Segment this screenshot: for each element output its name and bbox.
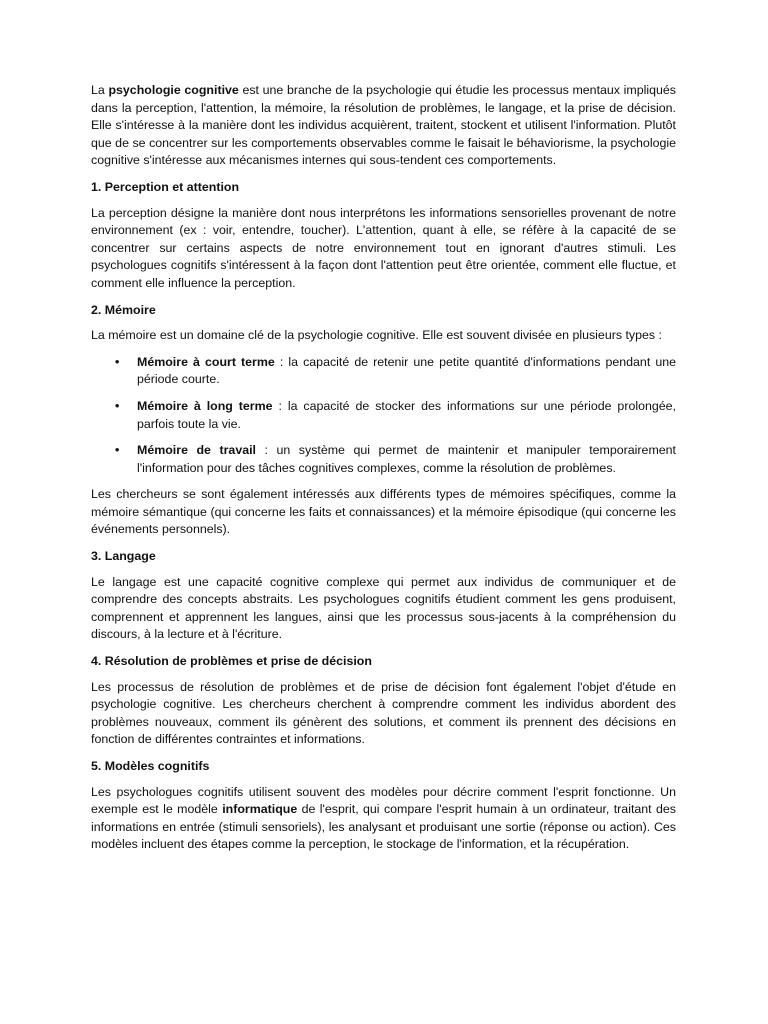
section-heading-langage: 3. Langage [91, 549, 156, 564]
section-body-langage: Le langage est une capacité cognitive complexe qui permet aux individus de communiquer et de comprendre des concepts abstraits. Les psychologues cognitifs étudient comment les gens produisent, comprennent et apprennent les langues, ainsi que les processus sous-jacents à la compréhension du discours, à la lecture et à l'écriture. [91, 574, 676, 642]
list-item-term: Mémoire à long terme [137, 398, 273, 413]
intro-paragraph: La psychologie cognitive est une branche de la psychologie qui étudie les processus mentaux impliqués dans la perception, l'attention, la mémoire, la résolution de problèmes, le langage, et la prise de décision. Elle s'intéresse à la manière dont les individus acquièrent, traitent, stockent et utilisent l'information. Plutôt que de se concentrer sur les comportements observables comme le faisait le béhaviorisme, la psychologie cognitive s'intéresse aux mécanismes internes qui sous-tendent ces comportements. [91, 83, 676, 168]
section-body-resolution: Les processus de résolution de problèmes et de prise de décision font également l'objet d'étude en psychologie cognitive. Les chercheurs cherchent à comprendre comment les individus abordent des problèmes nouveaux, comment ils génèrent des solutions, et comment ils prennent des décisions en fonction de différentes contraintes et informations. [91, 679, 676, 747]
bullet-icon: • [115, 354, 120, 369]
bullet-icon: • [115, 443, 120, 458]
memory-types-list [91, 354, 676, 478]
list-item-text: : la capacité de retenir une petite quantité d'informations pendant une période courte. [137, 354, 677, 387]
section-heading-modeles: 5. Modèles cognitifs [91, 759, 210, 773]
intro-bold-term: psychologie cognitive [108, 83, 239, 97]
list-item-text: : un système qui permet de maintenir et manipuler temporairement l'information pour des tâches cognitives complexes, comme la résolution de problèmes. [137, 443, 676, 475]
list-item-term: Mémoire de travail [137, 443, 256, 458]
section-outro-memoire: Les chercheurs se sont également intéressés aux différents types de mémoires spécifiques, comme la mémoire sémantique (qui concerne les faits et connaissances) et la mémoire épisodique (qui concerne les événements personnels). [91, 487, 676, 537]
list-item-text: : la capacité de stocker des informations sur une période prolongée, parfois toute la vie. [137, 398, 676, 431]
list-item [91, 442, 676, 477]
section-body-modeles: Les psychologues cognitifs utilisent souvent des modèles pour décrire comment l'esprit fonctionne. Un exemple est le modèle informatique de l'esprit, qui compare l'esprit humain à un ordinateur, traitant des informations en entrée (stimuli sensoriels), les analysant et produisant une sortie (réponse ou action). Ces modèles incluent des étapes comme la perception, le stockage de l'information, et la récupération. [91, 784, 676, 852]
document-page [91, 82, 676, 863]
section-heading-resolution: 4. Résolution de problèmes et prise de décision [91, 654, 372, 669]
list-item [91, 354, 676, 389]
section-heading-memoire: 2. Mémoire [91, 302, 156, 317]
section-heading-perception: 1. Perception et attention [91, 179, 240, 194]
list-item [91, 398, 676, 433]
section-body-perception: La perception désigne la manière dont nous interprétons les informations sensorielles provenant de notre environnement (ex : voir, entendre, toucher). L'attention, quant à elle, se réfère à la capacité de se concentrer sur certains aspects de notre environnement tout en ignorant d'autres stimuli. Les psychologues cognitifs s'intéressent à la façon dont l'attention peut être orientée, comment elle fluctue, et comment elle influence la perception. [91, 205, 676, 290]
bullet-icon: • [115, 398, 120, 413]
section-intro-memoire: La mémoire est un domaine clé de la psychologie cognitive. Elle est souvent divisée en plusieurs types : [91, 328, 662, 343]
modeles-bold-term: informatique [222, 802, 298, 817]
list-item-term: Mémoire à court terme [137, 354, 275, 369]
